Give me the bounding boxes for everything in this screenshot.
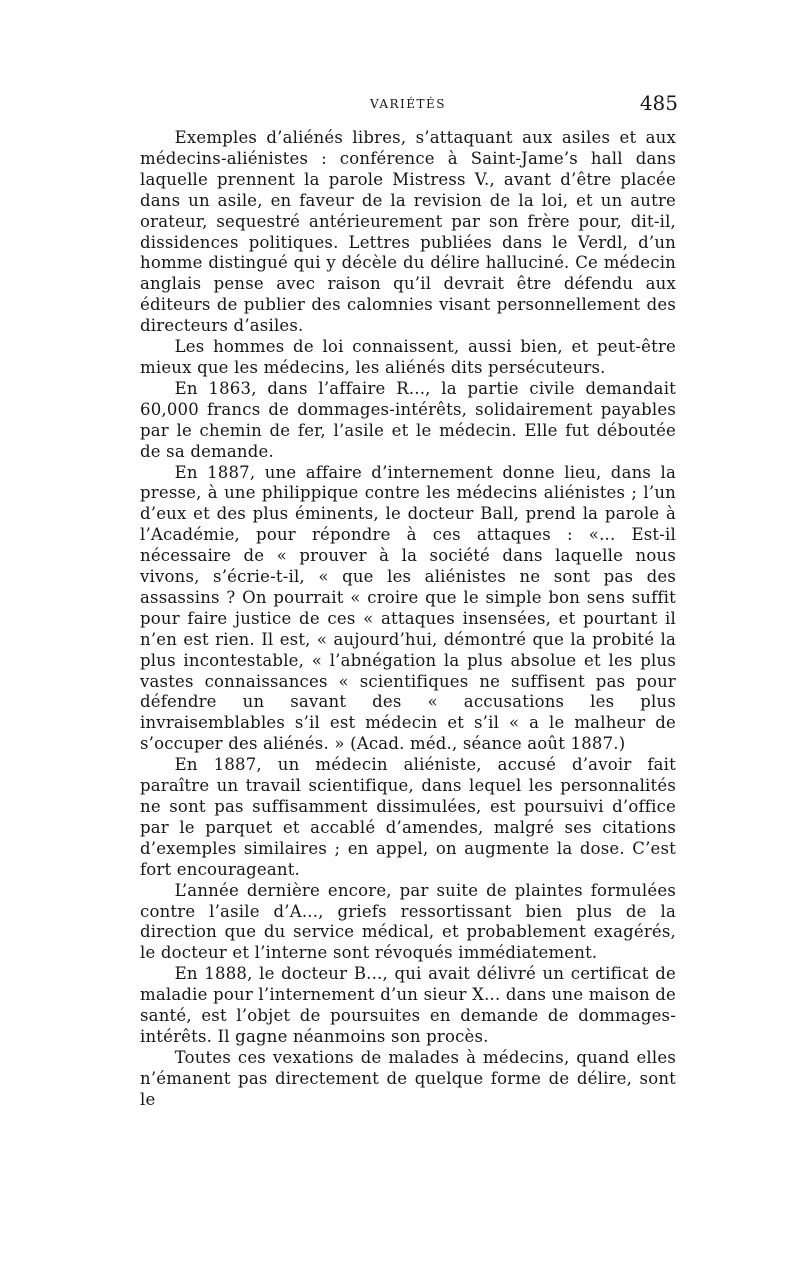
page-number: 485	[639, 91, 678, 115]
paragraph: En 1887, une affaire d’internement donne lieu, dans la presse, à une philippique contre les médecins aliénistes ; l’un d’eux et des plus éminents, le docteur Ball, prend la parole à l’Académie, pour répondre à ces attaques : «... Est-il nécessaire de « prouver à la société dans laquelle nous vivons, s’écrie-t-il, « que les aliénistes ne sont pas des assassins ? On pourrait « croire que le simple bon sens suffit pour faire justice de ces « attaques insensées, et pourtant il n’en est rien. Il est, « aujourd’hui, démontré que la probité la plus incontestable, « l’abnégation la plus absolue et les plus vastes connaissances « scientifiques ne suffisent pas pour défendre un savant des « accusations les plus invraisemblables s’il est médecin et s’il « a le malheur de s’occuper des aliénés. » (Acad. méd., séance août 1887.)	[140, 462, 676, 754]
paragraph: En 1863, dans l’affaire R..., la partie civile demandait 60,000 francs de dommages-intérêts, solidairement payables par le chemin de fer, l’asile et le médecin. Elle fut déboutée de sa demande.	[140, 378, 676, 461]
running-head	[138, 91, 678, 115]
paragraph: L’année dernière encore, par suite de plaintes formulées contre l’asile d’A..., griefs ressortissant bien plus de la direction que du service médical, et probablement exagérés, le docteur et l’interne sont révoqués immédiatement.	[140, 880, 676, 963]
paragraph: En 1887, un médecin aliéniste, accusé d’avoir fait paraître un travail scientifique, dans lequel les personnalités ne sont pas suffisamment dissimulées, est poursuivi d’office par le parquet et accablé d’amendes, malgré ses citations d’exemples similaires ; en appel, on augmente la dose. C’est fort encourageant.	[140, 755, 676, 879]
paragraph: Les hommes de loi connaissent, aussi bien, et peut-être mieux que les médecins, les aliénés dits persécuteurs.	[140, 337, 676, 377]
running-title: VARIÉTÉS	[369, 97, 447, 111]
body-text	[140, 128, 676, 1111]
paragraph: En 1888, le docteur B..., qui avait délivré un certificat de maladie pour l’internement d’un sieur X... dans une maison de santé, est l’objet de poursuites en demande de dommages-intérêts. Il gagne néanmoins son procès.	[140, 964, 676, 1046]
paragraph: Exemples d’aliénés libres, s’attaquant aux asiles et aux médecins-aliénistes : conférence à Saint-Jame’s hall dans laquelle prennent la parole Mistress V., avant d’être placée dans un asile, en faveur de la revision de la loi, et un autre orateur, sequestré antérieurement par son frère pour, dit-il, dissidences politiques. Lettres publiées dans le Verdl, d’un homme distingué qui y décèle du délire halluciné. Ce médecin anglais pense avec raison qu’il devrait être défendu aux éditeurs de publier des calomnies visant personnellement des directeurs d’asiles.	[140, 128, 676, 336]
paragraph: Toutes ces vexations de malades à médecins, quand elles n’émanent pas directement de quelque forme de délire, sont le	[140, 1047, 676, 1109]
